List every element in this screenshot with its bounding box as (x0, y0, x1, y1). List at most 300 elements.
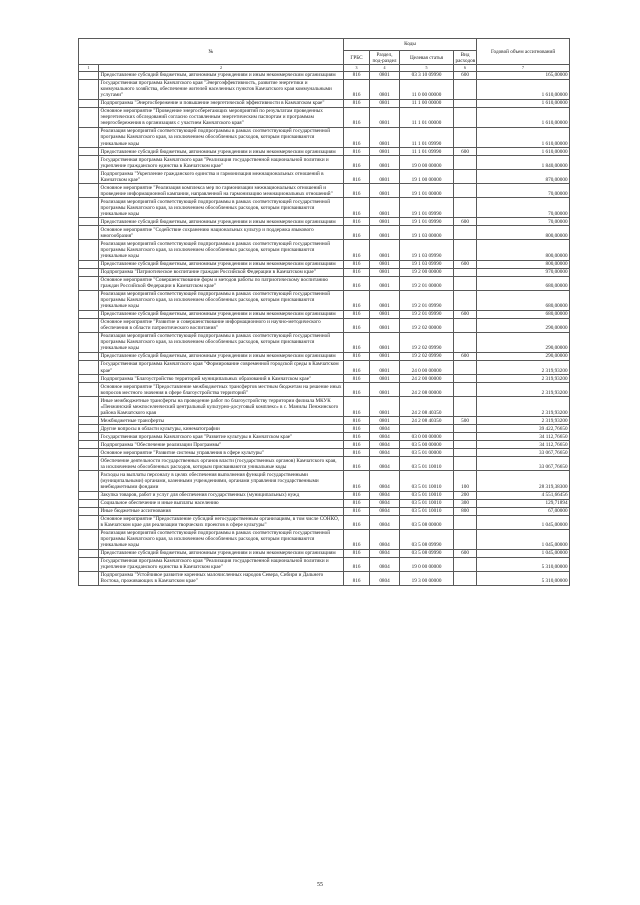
cell-section: 0804 (370, 471, 400, 491)
cell-amount: 1 610,00000 (477, 127, 570, 147)
cell-number (79, 198, 99, 218)
cell-description: Предоставление субсидий бюджетным, автономным учреждениям и иным некоммерческим организациям (99, 71, 344, 79)
cell-grbs: 816 (344, 290, 370, 310)
cell-number (79, 107, 99, 127)
cell-description: Реализация мероприятий соответствующей подпрограммы в рамках соответствующей государственной программы Камчатского края, за исключением обособленных расходов, которым присваиваются уникальные коды (99, 332, 344, 352)
cell-number (79, 148, 99, 156)
cell-amount: 290,00000 (477, 332, 570, 352)
cell-grbs: 816 (344, 383, 370, 397)
cell-amount: 870,00000 (477, 170, 570, 184)
cell-amount: 800,00000 (477, 226, 570, 240)
cell-description: Основное мероприятие "Предоставление межбюджетных трансфертов местным бюджетам на решение иных вопросов местного значения в сфере благоустройства территорий" (99, 383, 344, 397)
cell-section: 0801 (370, 276, 400, 290)
cell-expense-type (454, 449, 477, 457)
cell-description: Подпрограмма "Патриотическое воспитание граждан Российской Федерации в Камчатском крае" (99, 268, 344, 276)
cell-amount: 800,00000 (477, 260, 570, 268)
column-number: 2 (99, 65, 344, 72)
cell-amount: 34 112,76650 (477, 433, 570, 441)
cell-target-article: 03 5 01 00000 (400, 449, 454, 457)
table-row (79, 79, 570, 99)
cell-target-article: 03 3 10 09990 (400, 71, 454, 79)
table-row (79, 417, 570, 425)
cell-description: Основное мероприятие "Развитие и совершенствование информационного и научно-методического обеспечения в области патриотического воспитания" (99, 318, 344, 332)
cell-section: 0804 (370, 549, 400, 557)
cell-target-article: 24 0 00 00000 (400, 360, 454, 374)
cell-target-article: 19 1 03 00000 (400, 226, 454, 240)
header-number: № (79, 39, 344, 65)
cell-grbs: 816 (344, 449, 370, 457)
table-row (79, 156, 570, 170)
cell-number (79, 491, 99, 499)
cell-description: Предоставление субсидий бюджетным, автономным учреждениям и иным некоммерческим организациям (99, 260, 344, 268)
column-number: 3 (344, 65, 370, 72)
cell-expense-type (454, 515, 477, 529)
cell-description: Подпрограмма "Обеспечение реализации Программы" (99, 441, 344, 449)
table-row (79, 425, 570, 433)
column-number: 1 (79, 65, 99, 72)
cell-number (79, 290, 99, 310)
table-row (79, 397, 570, 417)
cell-section: 0801 (370, 417, 400, 425)
table-row (79, 276, 570, 290)
cell-target-article: 03 5 01 10010 (400, 457, 454, 471)
cell-target-article: 19 1 01 09990 (400, 218, 454, 226)
cell-number (79, 557, 99, 571)
cell-section: 0801 (370, 148, 400, 156)
cell-description: Государственная программа Камчатского края "Развитие культуры в Камчатском крае" (99, 433, 344, 441)
cell-target-article: 19 1 01 09990 (400, 198, 454, 218)
cell-target-article: 24 2 08 00000 (400, 383, 454, 397)
table-row (79, 218, 570, 226)
page-number: 55 (317, 882, 323, 888)
header-section: Раздел, под-раздел (370, 51, 400, 65)
cell-section: 0801 (370, 107, 400, 127)
cell-target-article: 03 5 01 10010 (400, 499, 454, 507)
cell-section: 0804 (370, 529, 400, 549)
cell-expense-type (454, 375, 477, 383)
cell-description: Подпрограмма "Благоустройство территорий муниципальных образований в Камчатском крае" (99, 375, 344, 383)
cell-description: Предоставление субсидий бюджетным, автономным учреждениям и иным некоммерческим организациям (99, 148, 344, 156)
table-row (79, 170, 570, 184)
header-grbs: ГРБС (344, 51, 370, 65)
cell-description: Предоставление субсидий бюджетным, автономным учреждениям и иным некоммерческим организациям (99, 310, 344, 318)
cell-expense-type (454, 170, 477, 184)
cell-section: 0804 (370, 499, 400, 507)
cell-target-article: 11 1 01 09990 (400, 127, 454, 147)
cell-section: 0801 (370, 99, 400, 107)
table-row (79, 148, 570, 156)
cell-number (79, 240, 99, 260)
cell-section: 0801 (370, 332, 400, 352)
table-row (79, 226, 570, 240)
cell-description: Предоставление субсидий бюджетным, автономным учреждениям и иным некоммерческим организациям (99, 549, 344, 557)
cell-description: Иные межбюджетные трансферты на проведение работ по благоустройству территории филиала МКУК «Пенжинский межпоселенческий центральный культурно-досуговый комплекс» в с. Манилы Пенжинского района Камчатского края (99, 397, 344, 417)
cell-target-article: 19 1 00 00000 (400, 170, 454, 184)
cell-grbs: 816 (344, 397, 370, 417)
cell-section: 0801 (370, 318, 400, 332)
header-row (79, 39, 570, 51)
cell-expense-type (454, 383, 477, 397)
cell-expense-type: 100 (454, 471, 477, 491)
cell-description: Предоставление субсидий бюджетным, автономным учреждениям и иным некоммерческим организациям (99, 352, 344, 360)
table-row (79, 240, 570, 260)
cell-number (79, 433, 99, 441)
cell-grbs: 816 (344, 79, 370, 99)
cell-expense-type: 600 (454, 71, 477, 79)
cell-number (79, 127, 99, 147)
cell-target-article: 19 1 03 09990 (400, 240, 454, 260)
table-row (79, 507, 570, 515)
cell-target-article: 11 1 00 00000 (400, 99, 454, 107)
table-row (79, 332, 570, 352)
table-row (79, 360, 570, 374)
cell-section: 0801 (370, 79, 400, 99)
cell-amount: 4 551,66456 (477, 491, 570, 499)
cell-expense-type (454, 156, 477, 170)
table-row (79, 290, 570, 310)
table-row (79, 499, 570, 507)
cell-section: 0801 (370, 310, 400, 318)
cell-amount: 1 045,00000 (477, 549, 570, 557)
cell-number (79, 499, 99, 507)
cell-grbs: 816 (344, 268, 370, 276)
cell-grbs: 816 (344, 375, 370, 383)
cell-section: 0801 (370, 352, 400, 360)
cell-number (79, 226, 99, 240)
cell-expense-type (454, 107, 477, 127)
cell-expense-type (454, 240, 477, 260)
table-row (79, 383, 570, 397)
table-row (79, 71, 570, 79)
cell-amount: 70,00000 (477, 184, 570, 198)
cell-amount: 2 319,93200 (477, 375, 570, 383)
cell-amount: 1 045,00000 (477, 529, 570, 549)
cell-target-article: 03 5 01 10010 (400, 491, 454, 499)
cell-section: 0801 (370, 360, 400, 374)
header-type: Вид расходов (455, 51, 476, 64)
cell-description: Другие вопросы в области культуры, кинематографии (99, 425, 344, 433)
cell-section: 0804 (370, 557, 400, 571)
cell-amount: 800,00000 (477, 240, 570, 260)
cell-grbs: 816 (344, 240, 370, 260)
cell-description: Основное мероприятие "Совершенствование форм и методов работы по патриотическому воспитанию граждан Российской Федерации в Камчатском крае" (99, 276, 344, 290)
cell-grbs: 816 (344, 260, 370, 268)
cell-grbs: 816 (344, 332, 370, 352)
cell-number (79, 515, 99, 529)
cell-expense-type: 800 (454, 507, 477, 515)
table-row (79, 433, 570, 441)
cell-amount: 1 610,00000 (477, 107, 570, 127)
cell-amount: 2 319,93200 (477, 383, 570, 397)
cell-number (79, 375, 99, 383)
table-row (79, 310, 570, 318)
column-number: 7 (477, 65, 570, 72)
cell-amount: 70,00000 (477, 218, 570, 226)
cell-number (79, 218, 99, 226)
cell-section: 0801 (370, 383, 400, 397)
cell-section: 0804 (370, 515, 400, 529)
cell-section: 0801 (370, 290, 400, 310)
table-row (79, 441, 570, 449)
table-row (79, 318, 570, 332)
cell-grbs: 816 (344, 148, 370, 156)
cell-target-article: 19 1 01 00000 (400, 184, 454, 198)
cell-expense-type (454, 226, 477, 240)
cell-grbs: 816 (344, 425, 370, 433)
cell-number (79, 268, 99, 276)
cell-grbs: 816 (344, 318, 370, 332)
cell-number (79, 449, 99, 457)
cell-number (79, 276, 99, 290)
cell-grbs: 816 (344, 417, 370, 425)
cell-grbs: 816 (344, 507, 370, 515)
cell-description: Государственная программа Камчатского края "Реализация государственной национальной политики и укрепление гражданского единства в Камчатском крае" (99, 557, 344, 571)
cell-amount: 680,00000 (477, 276, 570, 290)
cell-target-article: 03 5 01 10010 (400, 471, 454, 491)
cell-section: 0801 (370, 198, 400, 218)
cell-amount: 67,00000 (477, 507, 570, 515)
cell-grbs: 816 (344, 491, 370, 499)
cell-target-article: 19 2 02 09990 (400, 332, 454, 352)
cell-amount: 2 319,93200 (477, 417, 570, 425)
cell-description: Расходы на выплаты персоналу в целях обеспечения выполнения функций государственными (муниципальными) органами, казенными учреждениями, органами управления государственными внебюджетными фондами (99, 471, 344, 491)
cell-number (79, 156, 99, 170)
cell-section: 0804 (370, 507, 400, 515)
cell-description: Межбюджетные трансферты (99, 417, 344, 425)
cell-description: Государственная программа Камчатского края "Реализация государственной национальной политики и укрепление гражданского единства в Камчатском крае" (99, 156, 344, 170)
cell-number (79, 425, 99, 433)
cell-amount: 290,00000 (477, 318, 570, 332)
cell-section: 0804 (370, 441, 400, 449)
table-row (79, 529, 570, 549)
cell-number (79, 332, 99, 352)
table-row (79, 127, 570, 147)
cell-description: Иные бюджетные ассигнования (99, 507, 344, 515)
cell-amount: 2 319,93200 (477, 360, 570, 374)
cell-section: 0801 (370, 170, 400, 184)
cell-expense-type: 600 (454, 310, 477, 318)
table-row (79, 457, 570, 471)
cell-number (79, 260, 99, 268)
cell-description: Основное мероприятие "Реализация комплекса мер по гармонизации межнациональных отношений и проведение информационной кампании, направленной на гармонизацию межнациональных отношений" (99, 184, 344, 198)
cell-number (79, 417, 99, 425)
cell-description: Реализация мероприятий соответствующей подпрограммы в рамках соответствующей государственной программы Камчатского края, за исключением обособленных расходов, которым присваиваются уникальные коды (99, 198, 344, 218)
cell-number (79, 529, 99, 549)
cell-amount: 1 610,00000 (477, 79, 570, 99)
header-amount: Годовой объем ассигнований (477, 39, 570, 65)
cell-expense-type (454, 198, 477, 218)
cell-section: 0801 (370, 127, 400, 147)
cell-expense-type: 300 (454, 499, 477, 507)
cell-number (79, 383, 99, 397)
cell-expense-type: 600 (454, 260, 477, 268)
cell-target-article: 19 2 01 00000 (400, 276, 454, 290)
table-row (79, 107, 570, 127)
cell-grbs: 816 (344, 170, 370, 184)
cell-grbs: 816 (344, 557, 370, 571)
cell-grbs: 816 (344, 99, 370, 107)
cell-number (79, 184, 99, 198)
cell-target-article: 24 2 08 40350 (400, 417, 454, 425)
cell-description: Подпрограмма "Укрепление гражданского единства и гармонизация межнациональных отношений в Камчатском крае" (99, 170, 344, 184)
cell-grbs: 816 (344, 127, 370, 147)
cell-amount: 165,00000 (477, 71, 570, 79)
cell-grbs: 816 (344, 156, 370, 170)
cell-target-article: 19 2 01 09990 (400, 290, 454, 310)
cell-section: 0801 (370, 260, 400, 268)
cell-section: 0801 (370, 226, 400, 240)
table-row (79, 184, 570, 198)
cell-number (79, 507, 99, 515)
cell-section: 0804 (370, 433, 400, 441)
table-row (79, 557, 570, 571)
cell-grbs: 816 (344, 441, 370, 449)
cell-section: 0801 (370, 268, 400, 276)
cell-grbs: 816 (344, 360, 370, 374)
cell-section: 0804 (370, 491, 400, 499)
table-row (79, 515, 570, 529)
cell-number (79, 360, 99, 374)
cell-amount: 970,00000 (477, 268, 570, 276)
column-numbers-row (79, 65, 570, 72)
cell-grbs: 816 (344, 529, 370, 549)
cell-target-article: 03 5 08 09990 (400, 549, 454, 557)
cell-number (79, 352, 99, 360)
cell-amount: 1 045,00000 (477, 515, 570, 529)
cell-target-article: 19 0 00 00000 (400, 557, 454, 571)
cell-expense-type (454, 290, 477, 310)
budget-table (78, 38, 570, 586)
cell-target-article: 19 2 02 00000 (400, 318, 454, 332)
column-number: 6 (454, 65, 477, 72)
cell-target-article: 19 1 03 09990 (400, 260, 454, 268)
cell-grbs: 816 (344, 184, 370, 198)
cell-grbs: 816 (344, 433, 370, 441)
cell-expense-type (454, 99, 477, 107)
cell-target-article: 19 3 00 00000 (400, 571, 454, 585)
cell-section: 0804 (370, 449, 400, 457)
cell-description: Основное мероприятие "Развитие системы управления в сфере культуры" (99, 449, 344, 457)
cell-amount: 33 067,76650 (477, 449, 570, 457)
cell-grbs: 816 (344, 226, 370, 240)
cell-amount: 129,71894 (477, 499, 570, 507)
cell-amount: 5 310,00000 (477, 557, 570, 571)
cell-target-article: 11 0 00 00000 (400, 79, 454, 99)
cell-description: Обеспечение деятельности государственных органов власти (государственных органов) Камчатского края, за исключением обособленных расходов, которым присваиваются уникальные коды (99, 457, 344, 471)
table-row (79, 352, 570, 360)
cell-expense-type (454, 425, 477, 433)
cell-target-article: 24 2 00 00000 (400, 375, 454, 383)
cell-expense-type (454, 268, 477, 276)
cell-target-article: 03 5 00 00000 (400, 441, 454, 449)
header-codes: Коды (344, 39, 477, 51)
cell-description: Подпрограмма "Энергосбережение и повышение энергетической эффективности в Камчатском крае" (99, 99, 344, 107)
cell-expense-type (454, 571, 477, 585)
cell-description: Социальное обеспечение и иные выплаты населению (99, 499, 344, 507)
cell-grbs: 816 (344, 571, 370, 585)
cell-number (79, 549, 99, 557)
cell-expense-type: 600 (454, 352, 477, 360)
cell-amount: 34 112,76650 (477, 441, 570, 449)
cell-description: Реализация мероприятий соответствующей подпрограммы в рамках соответствующей государственной программы Камчатского края, за исключением обособленных расходов, которым присваиваются уникальные коды (99, 127, 344, 147)
cell-grbs: 816 (344, 352, 370, 360)
table-row (79, 571, 570, 585)
cell-amount: 1 610,00000 (477, 99, 570, 107)
cell-target-article: 03 0 00 00000 (400, 433, 454, 441)
cell-expense-type: 600 (454, 148, 477, 156)
cell-description: Реализация мероприятий соответствующей подпрограммы в рамках соответствующей государственной программы Камчатского края, за исключением обособленных расходов, которым присваиваются уникальные коды (99, 529, 344, 549)
table-row (79, 449, 570, 457)
cell-expense-type (454, 276, 477, 290)
cell-grbs: 816 (344, 107, 370, 127)
cell-expense-type (454, 457, 477, 471)
cell-expense-type (454, 441, 477, 449)
cell-amount: 1 840,00000 (477, 156, 570, 170)
cell-grbs: 816 (344, 549, 370, 557)
cell-section: 0801 (370, 397, 400, 417)
cell-number (79, 397, 99, 417)
table-row (79, 491, 570, 499)
cell-expense-type (454, 529, 477, 549)
cell-expense-type: 600 (454, 218, 477, 226)
cell-expense-type: 500 (454, 417, 477, 425)
cell-amount: 33 067,76650 (477, 457, 570, 471)
cell-expense-type (454, 79, 477, 99)
cell-target-article: 24 2 08 40350 (400, 397, 454, 417)
cell-target-article: 19 0 00 00000 (400, 156, 454, 170)
cell-number (79, 170, 99, 184)
cell-section: 0804 (370, 571, 400, 585)
cell-number (79, 457, 99, 471)
cell-expense-type (454, 184, 477, 198)
table-row (79, 260, 570, 268)
cell-grbs: 816 (344, 499, 370, 507)
cell-target-article: 19 2 00 00000 (400, 268, 454, 276)
cell-section: 0801 (370, 184, 400, 198)
cell-section: 0804 (370, 425, 400, 433)
cell-description: Основное мероприятие "Содействие сохранению национальных культур и поддержка языкового многообразия" (99, 226, 344, 240)
cell-number (79, 71, 99, 79)
table-row (79, 99, 570, 107)
cell-expense-type (454, 332, 477, 352)
cell-description: Основное мероприятие "Проведение энергосберегающих мероприятий по результатам проведенных энергетических обследований согласно составленным энергетическим паспортам и программам энергосбережения в организациях с участием Камчатского края" (99, 107, 344, 127)
cell-expense-type (454, 318, 477, 332)
cell-description: Государственная программа Камчатского края "Формирование современной городской среды в Камчатском крае" (99, 360, 344, 374)
cell-target-article: 03 5 08 09990 (400, 529, 454, 549)
cell-amount: 2 319,93200 (477, 397, 570, 417)
cell-number (79, 471, 99, 491)
cell-description: Государственная программа Камчатского края "Энергоэффективность, развитие энергетики и коммунального хозяйства, обеспечение жителей населенных пунктов Камчатского края коммунальными услугами" (99, 79, 344, 99)
table-row (79, 471, 570, 491)
cell-amount: 5 310,00000 (477, 571, 570, 585)
cell-number (79, 99, 99, 107)
cell-target-article: 11 1 01 00000 (400, 107, 454, 127)
cell-section: 0801 (370, 240, 400, 260)
table-row (79, 198, 570, 218)
cell-grbs: 816 (344, 457, 370, 471)
cell-target-article: 03 5 01 10010 (400, 507, 454, 515)
cell-description: Предоставление субсидий бюджетным, автономным учреждениям и иным некоммерческим организациям (99, 218, 344, 226)
cell-expense-type (454, 127, 477, 147)
cell-expense-type: 200 (454, 491, 477, 499)
cell-number (79, 571, 99, 585)
table-body (79, 71, 570, 585)
cell-expense-type (454, 360, 477, 374)
cell-section: 0801 (370, 218, 400, 226)
cell-number (79, 79, 99, 99)
cell-target-article: 03 5 08 00000 (400, 515, 454, 529)
cell-grbs: 816 (344, 71, 370, 79)
